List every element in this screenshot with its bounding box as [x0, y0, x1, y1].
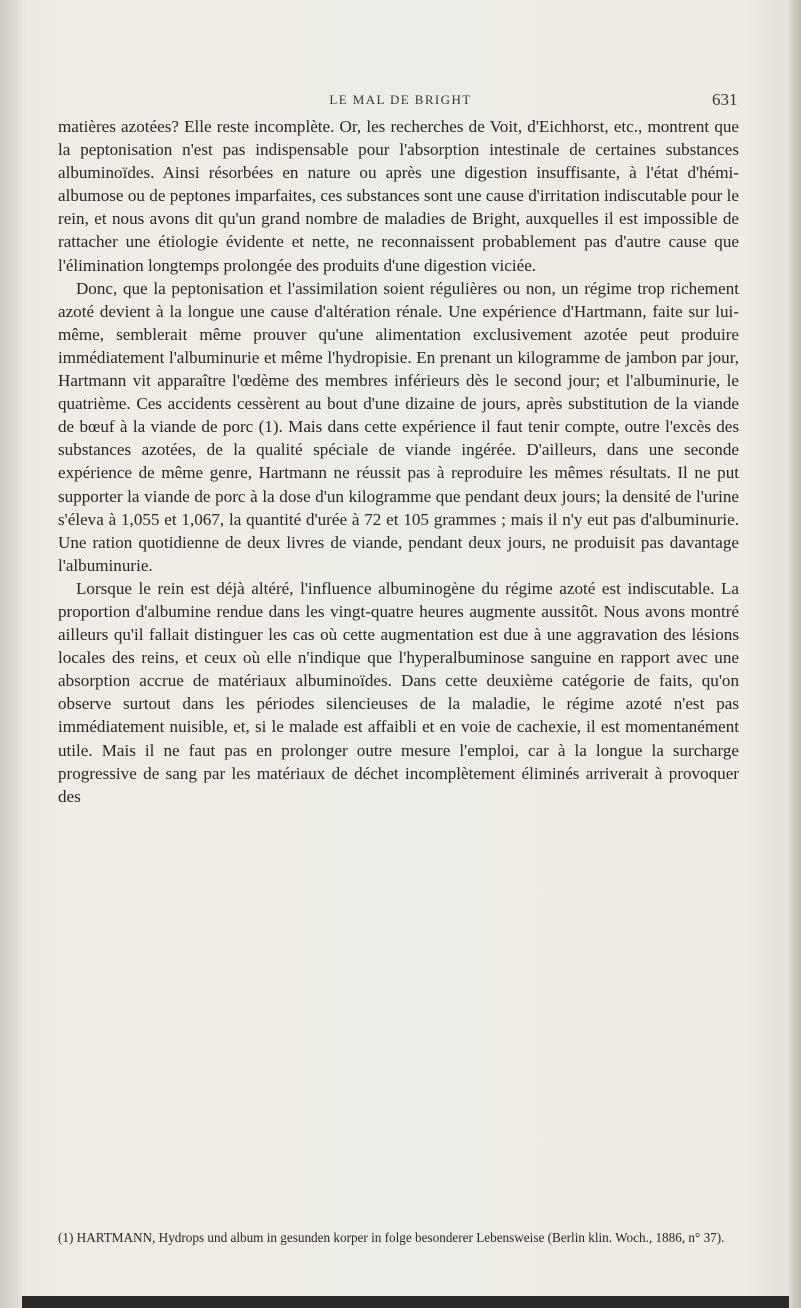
page-number: 631 — [712, 90, 738, 109]
footnote: (1) HARTMANN, Hydrops und album in gesunden korper in folge besonderer Lebensweise (Berlin klin. Woch., 1886, n° 37). — [58, 1230, 725, 1245]
page-edge — [789, 0, 801, 1308]
page-bottom-edge — [22, 1296, 789, 1308]
running-title: LE MAL DE BRIGHT — [329, 92, 472, 107]
paragraph: Donc, que la peptonisation et l'assimilation soient régulières ou non, un régime trop richement azoté devient à la longue une cause d'altération rénale. Une expérience d'Hartmann, faite sur lui-même, semblerait même prouver qu'une alimentation exclusivement azotée peut produire immédiatement l'albuminurie et même l'hydropisie. En prenant un kilogramme de jambon par jour, Hartmann vit apparaître l'œdème des membres inférieurs dès le second jour; et l'albuminurie, le quatrième. Ces accidents cessèrent au bout d'une dizaine de jours, après substitution de la viande de bœuf à la viande de porc (1). Mais dans cette expérience il faut tenir compte, outre l'excès des substances azotées, de la qualité spéciale de viande ingérée. D'ailleurs, dans une seconde expérience de même genre, Hartmann ne réussit pas à reproduire les mêmes résultats. Il ne put supporter la viande de porc à la dose d'un kilogramme que pendant deux jours; la densité de l'urine s'éleva à 1,055 et 1,067, la quantité d'urée à 72 et 105 grammes ; mais il n'y eut pas d'albuminurie. Une ration quotidienne de deux livres de viande, pendant deux jours, ne produisit pas davantage l'albuminurie. — [58, 278, 739, 575]
book-spine-shadow — [0, 0, 22, 1308]
paragraph: Lorsque le rein est déjà altéré, l'influence albuminogène du régime azoté est indiscutable. La proportion d'albumine rendue dans les vingt-quatre heures augmente aussitôt. Nous avons montré ailleurs qu'il fallait distinguer les cas où cette augmentation est due à une aggravation des lésions locales des reins, et ceux où elle n'indique que l'hyperalbuminose sanguine en rapport avec une absorption accrue de matériaux albuminoïdes. Dans cette deuxième catégorie de faits, qu'on observe surtout dans les périodes silencieuses de la maladie, le régime azoté n'est pas immédiatement nuisible, et, si le malade est affaibli et en voie de cachexie, il est momentanément utile. Mais il ne faut pas en prolonger outre mesure l'emploi, car à la longue la surcharge progressive de sang par les matériaux de déchet incomplètement éliminés arriverait à provoquer des — [58, 578, 739, 806]
paragraph: matières azotées? Elle reste incomplète. Or, les recherches de Voit, d'Eichhorst, etc., montrent que la peptonisation n'est pas indispensable pour l'absorption intestinale de certaines substances albuminoïdes. Ainsi résorbées en nature ou après une digestion insuffisante, à l'état d'hémi-albumose ou de peptones imparfaites, ces substances sont une cause d'irritation indiscutable pour le rein, et nous avons dit qu'un grand nombre de maladies de Bright, auxquelles il est impossible de rattacher une étiologie évidente et nette, ne reconnaissent probablement pas d'autre cause que l'élimination longtemps prolongée des produits d'une digestion viciée. — [58, 117, 739, 275]
body-text — [58, 115, 739, 808]
